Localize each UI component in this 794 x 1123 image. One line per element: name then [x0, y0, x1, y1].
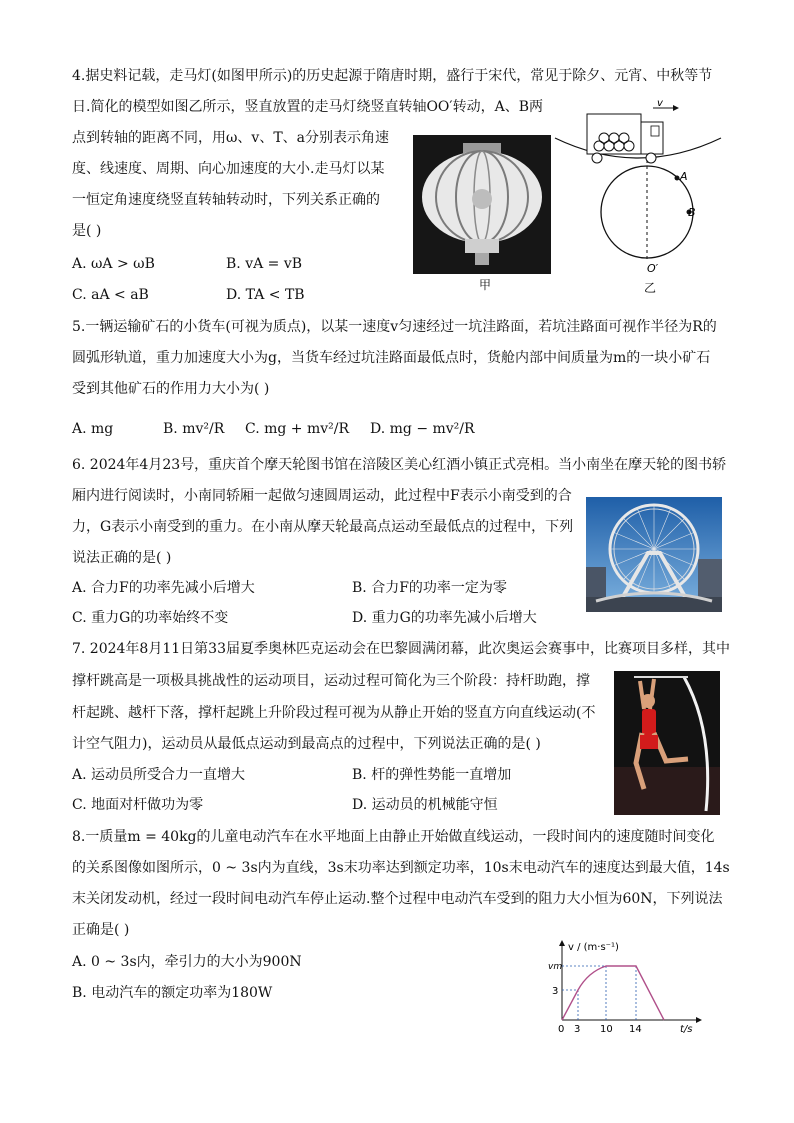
point-b-label: B [688, 206, 696, 219]
q5-option-b: B. mv²/R [163, 421, 225, 437]
q7-option-d: D. 运动员的机械能守恒 [352, 797, 498, 813]
q7-line-3: 杆起跳、越杆下落，撑杆起跳上升阶段过程可视为从静止开始的竖直方向直线运动(不 [72, 705, 596, 721]
q5-line-2: 圆弧形轨道，重力加速度大小为g，当货车经过坑洼路面最低点时，货舱内部中间质量为m的一块小矿石 [72, 350, 711, 366]
q5-line-1: 5.一辆运输矿石的小货车(可视为质点)，以某一速度v匀速经过一坑洼路面，若坑洼路面可视作半径为R的 [72, 319, 717, 335]
pole-vault-photo [614, 671, 720, 815]
q7-line-1: 7. 2024年8月11日第33届夏季奥林匹克运动会在巴黎圆满闭幕，此次奥运会赛事中，比赛项目多样，其中 [72, 641, 730, 657]
graph-vm-label: vm [548, 962, 563, 972]
q4-option-b: B. vA = vB [226, 256, 303, 272]
q7-option-a: A. 运动员所受合力一直增大 [72, 767, 246, 783]
graph-x-tick-0: 0 [558, 1024, 565, 1034]
q4-line-5: 一恒定角速度绕竖直转轴转动时，下列关系正确的 [72, 192, 380, 208]
graph-ylabel: v / (m·s⁻¹) [568, 942, 619, 953]
q6-line-1: 6. 2024年4月23号，重庆首个摩天轮图书馆在涪陵区美心红酒小镇正式亮相。当小南坐在摩天轮的图书轿 [72, 457, 727, 473]
graph-x-tick-3: 3 [574, 1024, 581, 1034]
q8-option-a: A. 0 ~ 3s内，牵引力的大小为900N [72, 954, 302, 970]
q4-option-a: A. ωA > ωB [72, 256, 155, 272]
q4-line-4: 度、线速度、周期、向心加速度的大小.走马灯以某 [72, 161, 385, 177]
q4-line-3: 点到转轴的距离不同，用ω、v、T、a分别表示角速 [72, 130, 390, 146]
q7-line-2: 撑杆跳高是一项极具挑战性的运动项目，运动过程可简化为三个阶段：持杆助跑，撑 [72, 673, 590, 689]
axis-o-label: O′ [647, 262, 659, 275]
q6-option-a: A. 合力F的功率先减小后增大 [72, 580, 255, 596]
q6-line-3: 力，G表示小南受到的重力。在小南从摩天轮最高点运动至最低点的过程中，下列 [72, 519, 574, 535]
graph-x-tick-10: 10 [600, 1024, 613, 1034]
rotation-diagram [553, 98, 723, 276]
q4-line-2: 日.简化的模型如图乙所示，竖直放置的走马灯绕竖直转轴OO′转动，A、B两 [72, 99, 543, 115]
q5-option-d: D. mg − mv²/R [370, 421, 475, 437]
q5-line-3: 受到其他矿石的作用力大小为( ) [72, 381, 270, 397]
fig-jia-caption: 甲 [479, 278, 492, 292]
ferris-wheel-photo [586, 497, 722, 612]
q8-line-2: 的关系图像如图所示，0 ~ 3s内为直线，3s末功率达到额定功率，10s末电动汽车的速度达到最大值，14s [72, 860, 730, 876]
q4-option-c: C. aA < aB [72, 287, 149, 303]
q4-option-d: D. TA < TB [226, 287, 305, 303]
q7-option-c: C. 地面对杆做功为零 [72, 797, 204, 813]
velocity-time-graph [540, 938, 702, 1034]
lantern-photo [413, 135, 551, 274]
graph-xlabel: t/s [680, 1024, 693, 1034]
q8-line-4: 正确是( ) [72, 922, 130, 938]
q8-line-3: 末关闭发动机，经过一段时间电动汽车停止运动.整个过程中电动汽车受到的阻力大小恒为60N，下列说法 [72, 891, 723, 907]
graph-x-tick-14: 14 [629, 1024, 642, 1034]
velocity-label: v [657, 98, 663, 109]
q8-line-1: 8.一质量m = 40kg的儿童电动汽车在水平地面上由静止开始做直线运动，一段时间内的速度随时间变化 [72, 829, 715, 845]
q7-option-b: B. 杆的弹性势能一直增加 [352, 767, 512, 783]
fig-yi-caption: 乙 [644, 281, 657, 295]
q4-line-6: 是( ) [72, 223, 102, 239]
q6-option-d: D. 重力G的功率先减小后增大 [352, 610, 537, 626]
q6-option-b: B. 合力F的功率一定为零 [352, 580, 507, 596]
q7-line-4: 计空气阻力)，运动员从最低点运动到最高点的过程中，下列说法正确的是( ) [72, 736, 541, 752]
q6-option-c: C. 重力G的功率始终不变 [72, 610, 229, 626]
point-a-label: A [680, 170, 688, 183]
q6-line-4: 说法正确的是( ) [72, 550, 172, 566]
q8-option-b: B. 电动汽车的额定功率为180W [72, 985, 273, 1001]
q5-option-a: A. mg [72, 421, 114, 437]
q5-option-c: C. mg + mv²/R [245, 421, 350, 437]
q4-line-1: 4.据史料记载，走马灯(如图甲所示)的历史起源于隋唐时期，盛行于宋代，常见于除夕、元宵、中秋等节 [72, 68, 713, 84]
graph-y-tick: 3 [552, 986, 559, 997]
q6-line-2: 厢内进行阅读时，小南同轿厢一起做匀速圆周运动，此过程中F表示小南受到的合 [72, 488, 572, 504]
